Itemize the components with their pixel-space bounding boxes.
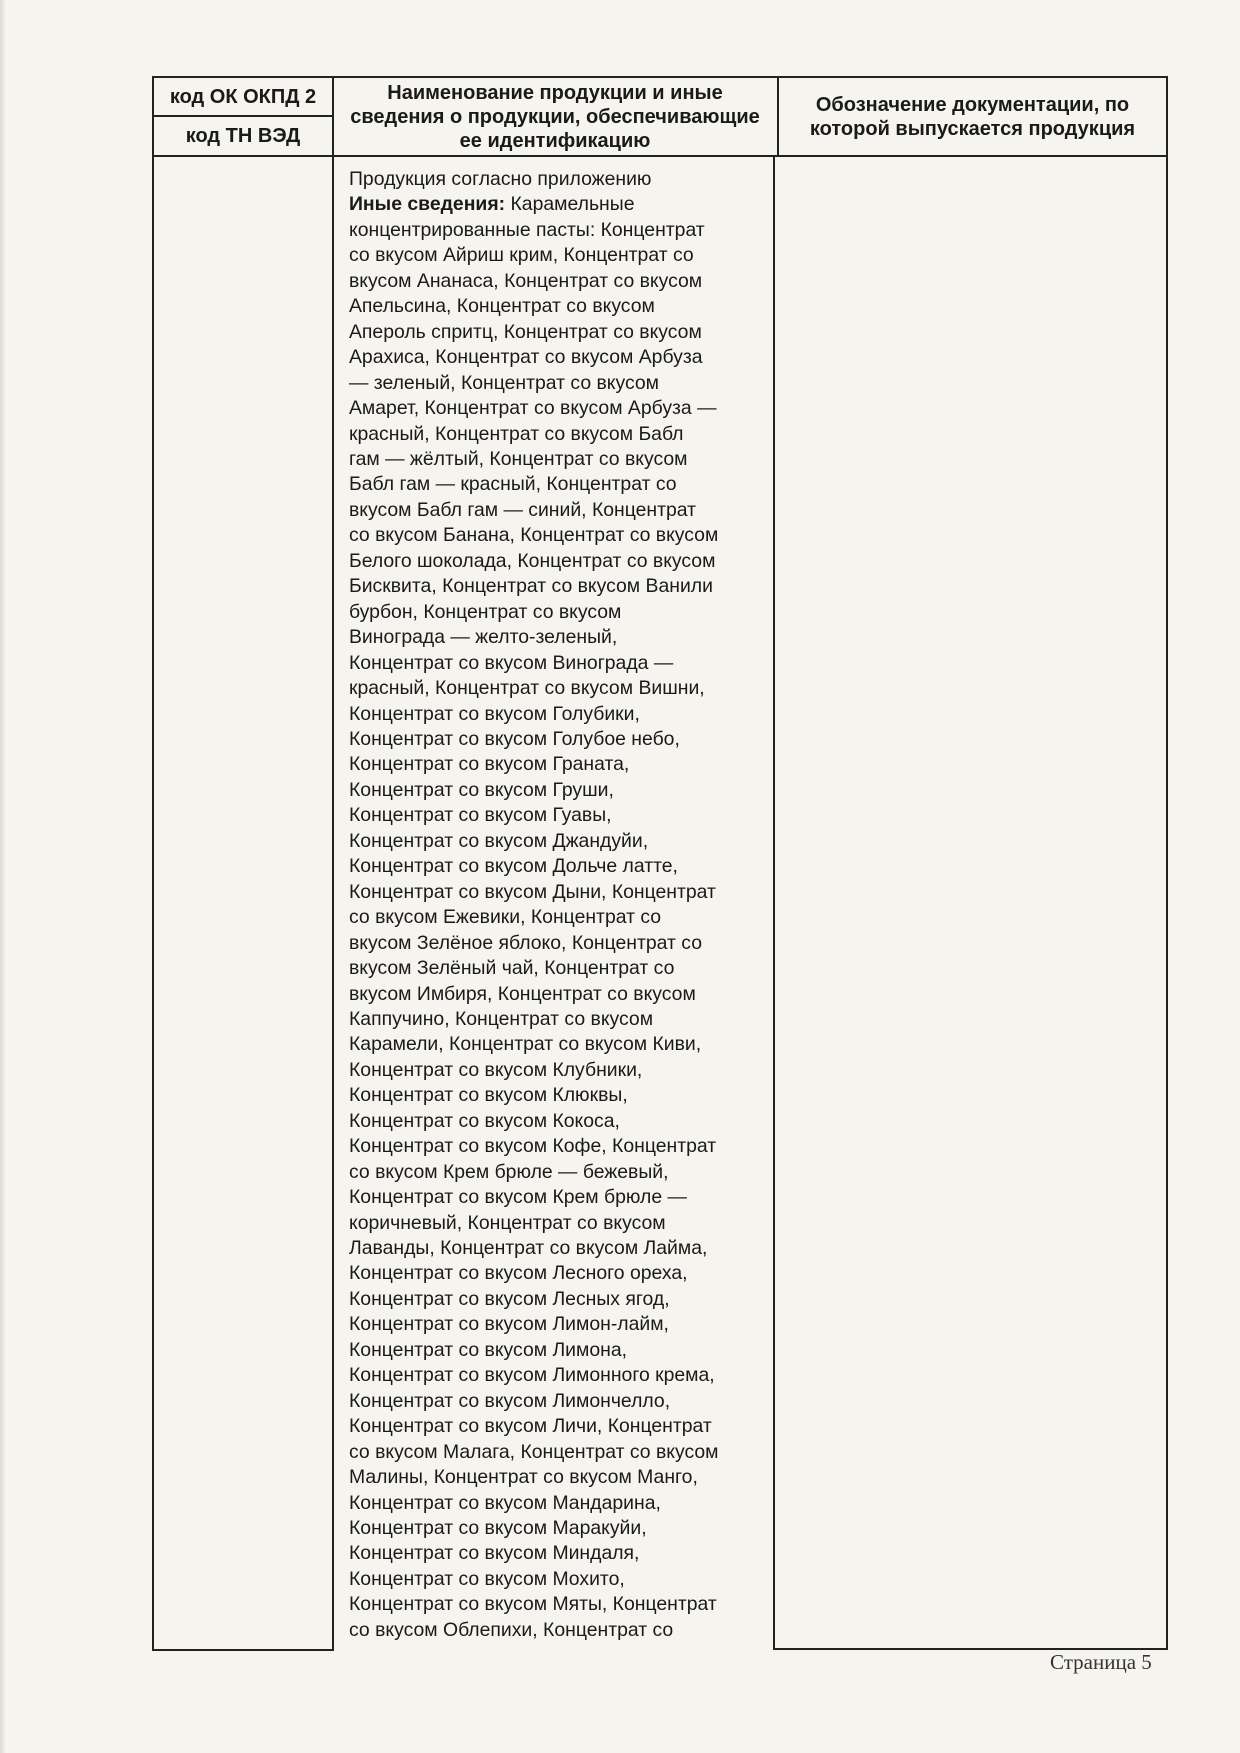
header-documentation: Обозначение документации, по которой выпускается продукция	[809, 93, 1136, 140]
header-product-name: Наименование продукции и иные сведения о продукции, обеспечивающие ее идентификацию	[350, 81, 760, 152]
header-tnved-code: код ТН ВЭД	[185, 125, 301, 147]
other-info-text: Карамельные концентрированные пасты: Концентрат со вкусом Айриш крим, Концентрат со вкусом Ананаса, Концентрат со вкусом Апельсина, Концентрат со вкусом Апероль спритц, Концентрат со вкусом Арахиса, Концентрат со вкусом Арбуза — зеленый, Концентрат со вкусом Амарет, Концентрат со вкусом Арбуза — красный, Концентрат со вкусом Бабл гам — жёлтый, Концентрат со вкусом Бабл гам — красный, Концентрат со вкусом Бабл гам — синий, Концентрат со вкусом Банана, Концентрат со вкусом Белого шоколада, Концентрат со вкусом Бисквита, Концентрат со вкусом Ванили бурбон, Концентрат со вкусом Винограда — желто-зеленый, Концентрат со вкусом Винограда — красный, Концентрат со вкусом Вишни, Концентрат со вкусом Голубики, Концентрат со вкусом Голубое небо, Концентрат со вкусом Граната, Концентрат со вкусом Груши, Концентрат со вкусом Гуавы, Концентрат со вкусом Джандуйи, Концентрат со вкусом Дольче латте, Концентрат со вкусом Дыни, Концентрат со вкусом Ежевики, Концентрат со вкусом Зелёное яблоко, Концентрат со вкусом Зелёный чай, Концентрат со вкусом Имбиря, Концентрат со вкусом Каппучино, Концентрат со вкусом Карамели, Концентрат со вкусом Киви, Концентрат со вкусом Клубники, Концентрат со вкусом Клюквы, Концентрат со вкусом Кокоса, Концентрат со вкусом Кофе, Концентрат со вкусом Крем брюле — бежевый, Концентрат со вкусом Крем брюле — коричневый, Концентрат со вкусом Лаванды, Концентрат со вкусом Лайма, Концентрат со вкусом Лесного ореха, Концентрат со вкусом Лесных ягод, Концентрат со вкусом Лимон-лайм, Концентрат со вкусом Лимона, Концентрат со вкусом Лимонного крема, Концентрат со вкусом Лимончелло, Концентрат со вкусом Личи, Концентрат со вкусом Малага, Концентрат со вкусом Малины, Концентрат со вкусом Манго, Концентрат со вкусом Мандарина, Концентрат со вкусом Маракуйи, Концентрат со вкусом Миндаля, Концентрат со вкусом Мохито, Концентрат со вкусом Мяты, Концентрат со вкусом Облепихи, Концентрат со	[349, 193, 719, 1641]
other-info-label: Иные сведения:	[349, 193, 506, 216]
product-intro: Продукция согласно приложению	[349, 168, 652, 190]
header-okpd-code: код ОК ОКПД 2	[169, 85, 317, 108]
page-number: Страница 5	[1050, 1650, 1152, 1674]
scan-edge	[0, 0, 6, 1753]
product-description	[349, 167, 769, 1643]
